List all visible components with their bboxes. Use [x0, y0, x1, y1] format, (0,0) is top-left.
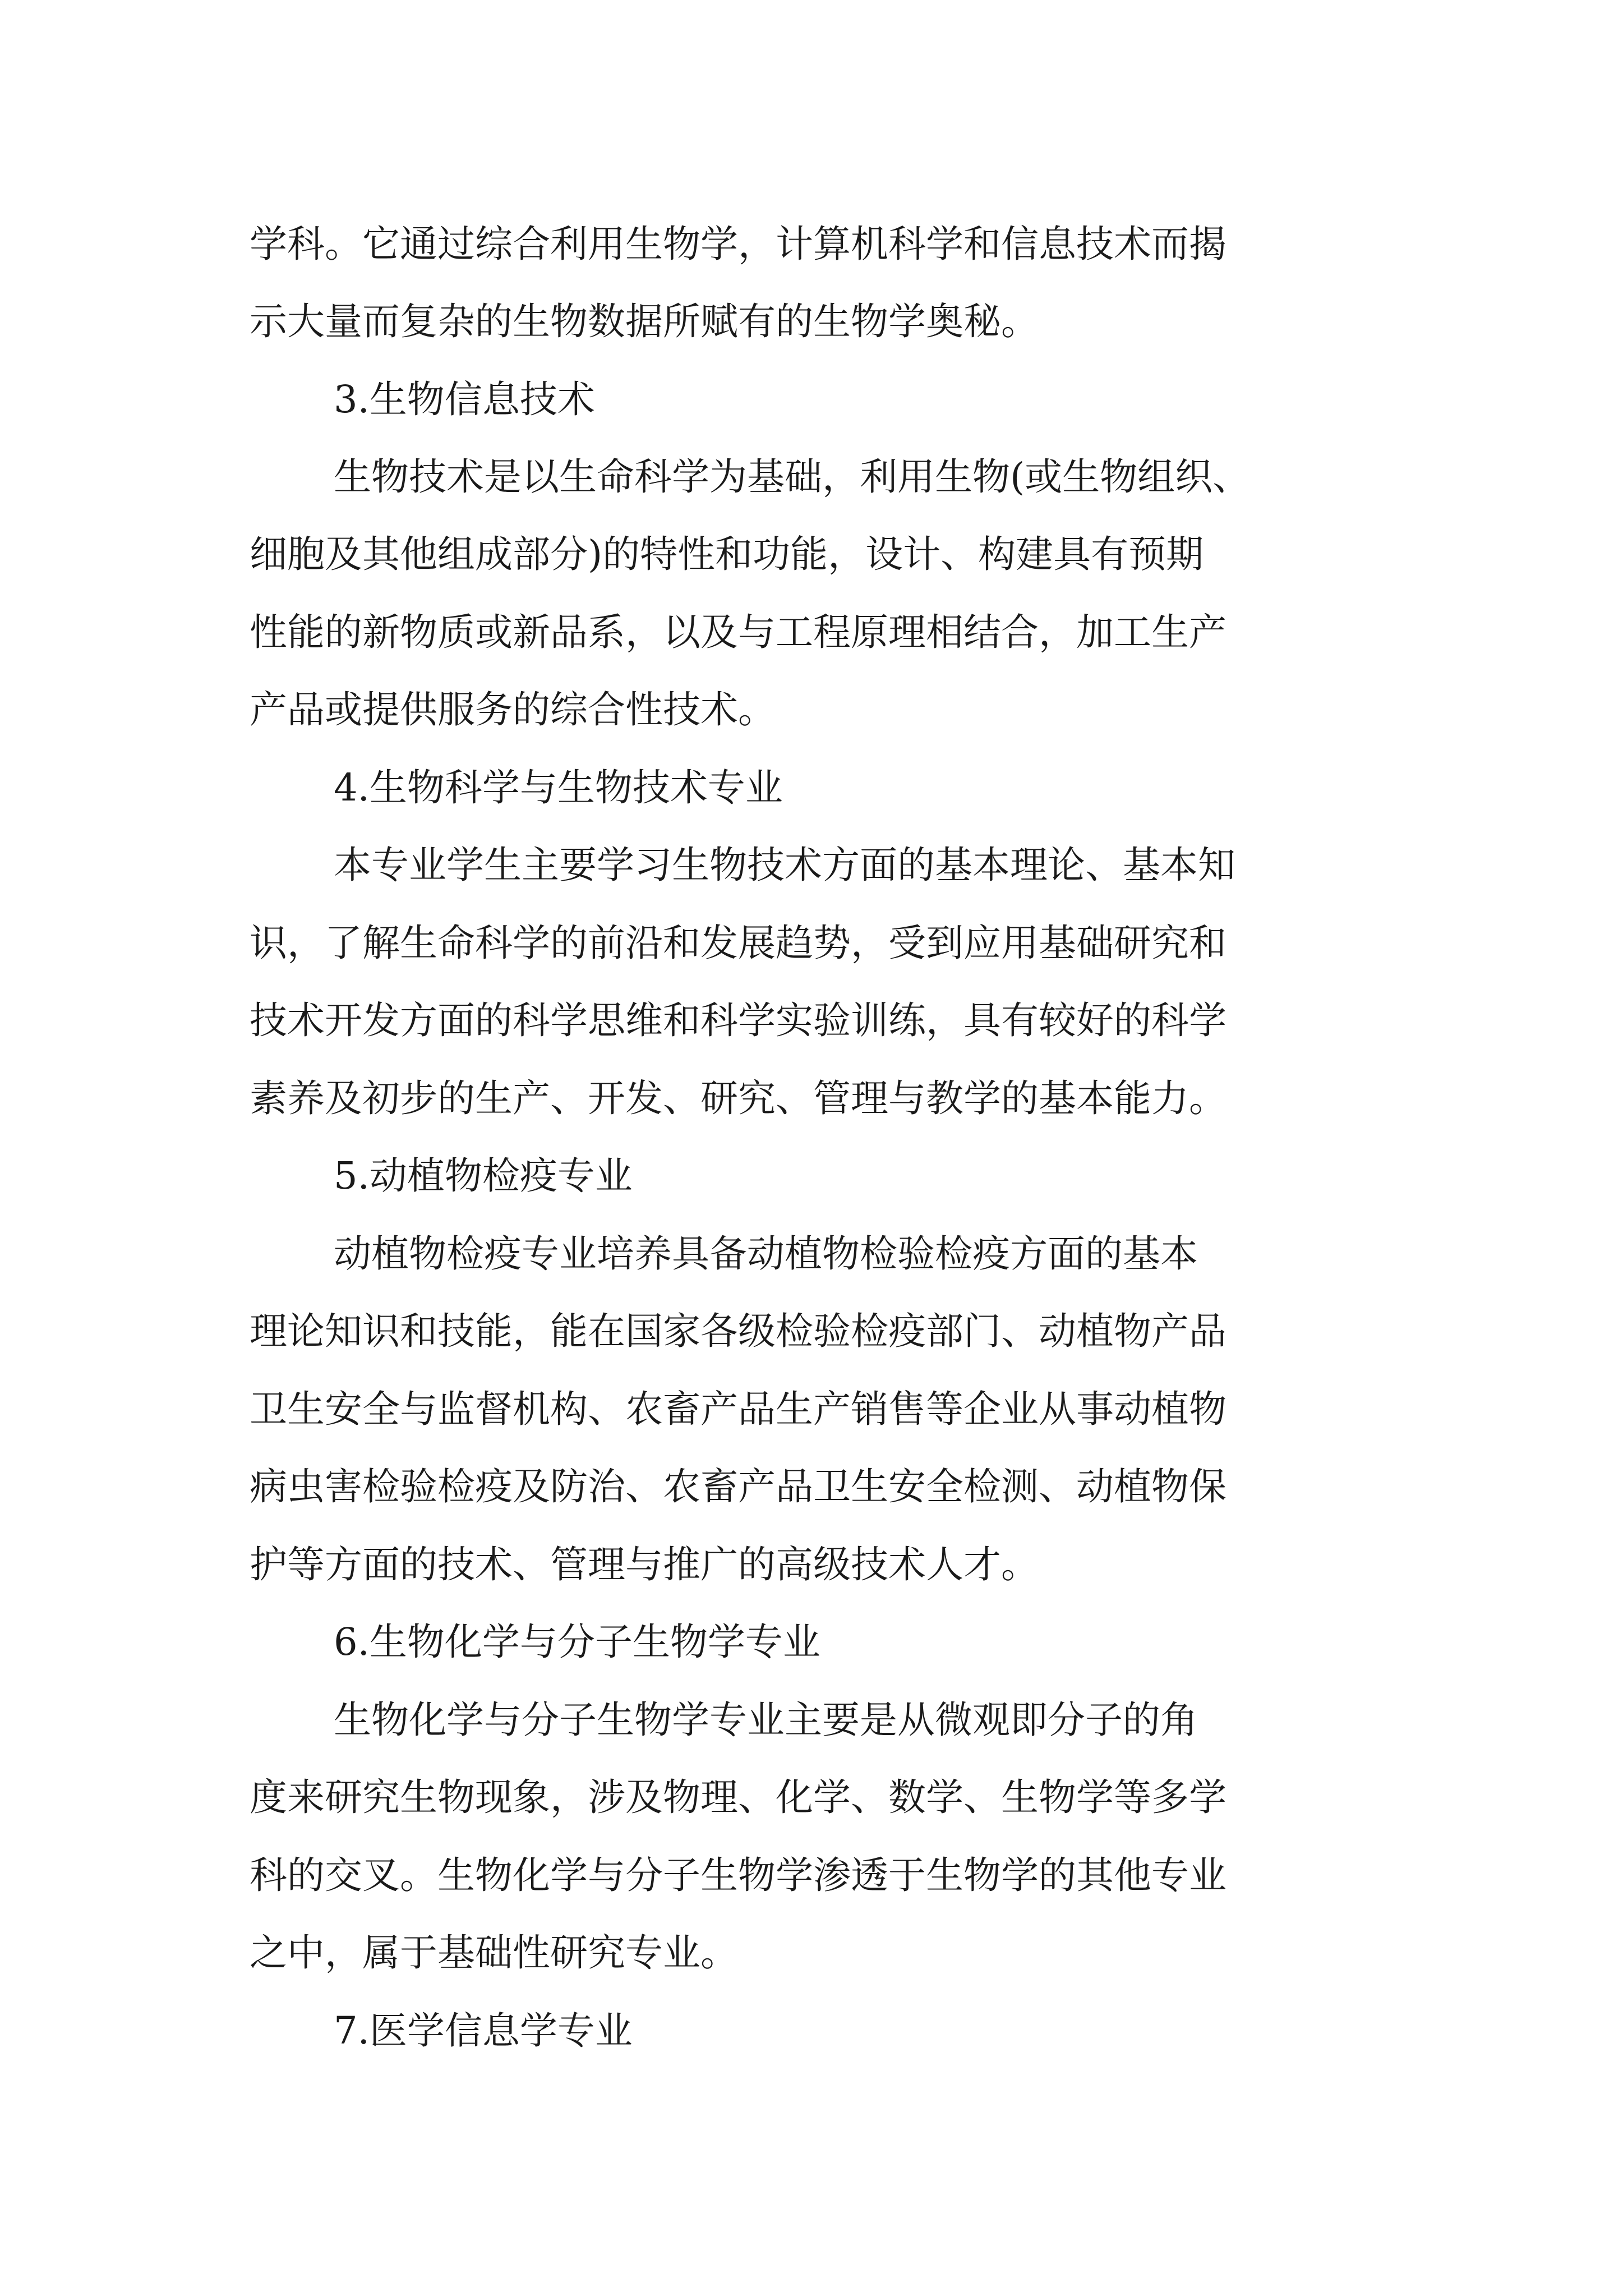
paragraph-line: 护等方面的技术、管理与推广的高级技术人才。	[250, 1543, 1039, 1586]
paragraph-line: 病虫害检验检疫及防治、农畜产品卫生安全检测、动植物保	[250, 1465, 1227, 1508]
section-heading: 7.医学信息学专业	[334, 2009, 633, 2053]
paragraph-line: 动植物检疫专业培养具备动植物检验检疫方面的基本	[334, 1232, 1198, 1276]
paragraph-line: 科的交叉。生物化学与分子生物学渗透于生物学的其他专业	[250, 1853, 1227, 1897]
paragraph-line: 细胞及其他组成部分)的特性和功能，设计、构建具有预期	[250, 532, 1204, 576]
paragraph-line: 本专业学生主要学习生物技术方面的基本理论、基本知	[334, 843, 1235, 887]
paragraph-line: 理论知识和技能，能在国家各级检验检疫部门、动植物产品	[250, 1309, 1227, 1353]
paragraph-line: 素养及初步的生产、开发、研究、管理与教学的基本能力。	[250, 1076, 1227, 1120]
paragraph-line: 生物化学与分子生物学专业主要是从微观即分子的角	[334, 1698, 1198, 1742]
paragraph-line: 技术开发方面的科学思维和科学实验训练，具有较好的科学	[250, 999, 1227, 1042]
paragraph-line: 性能的新物质或新品系，以及与工程原理相结合，加工生产	[250, 610, 1227, 654]
paragraph-line: 卫生安全与监督机构、农畜产品生产销售等企业从事动植物	[250, 1387, 1227, 1431]
paragraph-line: 示大量而复杂的生物数据所赋有的生物学奥秘。	[250, 300, 1039, 343]
paragraph-line: 学科。它通过综合利用生物学，计算机科学和信息技术而揭	[250, 222, 1227, 266]
paragraph-line: 之中，属于基础性研究专业。	[250, 1931, 738, 1975]
paragraph-line: 产品或提供服务的综合性技术。	[250, 688, 776, 731]
paragraph-line: 生物技术是以生命科学为基础，利用生物(或生物组织、	[334, 455, 1251, 499]
section-heading: 6.生物化学与分子生物学专业	[334, 1620, 820, 1664]
section-heading: 4.生物科学与生物技术专业	[334, 766, 783, 809]
paragraph-line: 识，了解生命科学的前沿和发展趋势，受到应用基础研究和	[250, 921, 1227, 965]
section-heading: 3.生物信息技术	[334, 378, 595, 421]
paragraph-line: 度来研究生物现象，涉及物理、化学、数学、生物学等多学	[250, 1775, 1227, 1819]
section-heading: 5.动植物检疫专业	[334, 1154, 633, 1198]
